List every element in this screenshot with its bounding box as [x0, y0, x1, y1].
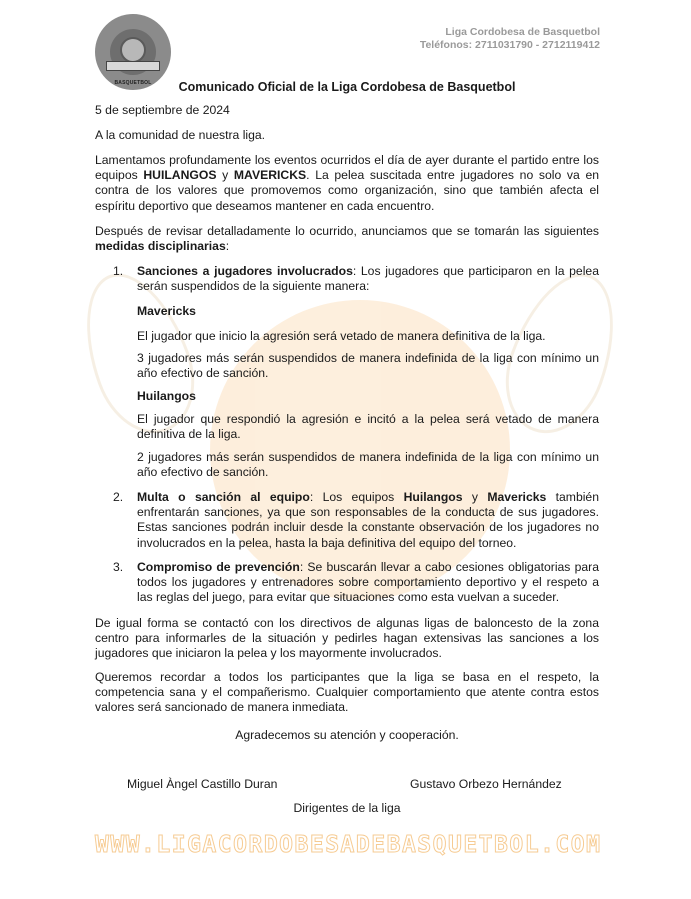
list-number: 1. [113, 264, 124, 278]
sanction-text: El jugador que inicio la agresión será vetado de manera definitiva de la liga. [137, 329, 546, 343]
logo-text: BASQUETBOL [114, 80, 152, 86]
sanction-text: 2 jugadores más serán suspendidos de manera indefinida de la liga con mínimo un año efectivo de sanción. [137, 450, 599, 480]
paragraph-4: Queremos recordar a todos los participantes que la liga se basa en el respeto, la competencia sana y el compañerismo. Cualquier comportamiento que atente contra estos valores será sancionado de manera inmediata. [95, 670, 599, 715]
bold-phrase: medidas disciplinarias [95, 239, 226, 254]
list-number: 3. [113, 560, 124, 574]
basketball-icon [110, 29, 156, 75]
paragraph-2: Después de revisar detalladamente lo ocurrido, anunciamos que se tomarán las siguientes medidas disciplinarias: [95, 224, 599, 254]
sanction-text: 3 jugadores más serán suspendidos de manera indefinida de la liga con mínimo un año efectivo de sanción. [137, 351, 599, 381]
team-heading: Huilangos [137, 389, 196, 403]
team-name: HUILANGOS [143, 168, 217, 183]
paragraph-3: De igual forma se contactó con los directivos de algunas ligas de baloncesto de la zona centro para informarles de la situación y pedirles hagan extensivas las sanciones a los jugadores que iniciaron la pelea y los mayormente involucrados. [95, 616, 599, 661]
signer-name: Gustavo Orbezo Hernández [410, 777, 562, 791]
list-item-text: Sanciones a jugadores involucrados: Los jugadores que participaron en la pelea serán suspendidos de la siguiente manera: [137, 264, 599, 294]
date: 5 de septiembre de 2024 [95, 103, 230, 117]
list-number: 2. [113, 490, 124, 504]
letterhead [420, 26, 600, 52]
document-title: Comunicado Oficial de la Liga Cordobesa de Basquetbol [178, 80, 516, 94]
thanks: Agradecemos su atención y cooperación. [235, 728, 459, 742]
list-item-text: Multa o sanción al equipo: Los equipos Huilangos y Mavericks también enfrentarán sanciones, ya que son responsables de la conducta de sus jugadores. Estas sanciones podrán incluir desde la constante observación de los jugadores no involucrados en la pelea, hasta la baja definitiva del equipo del torneo. [137, 490, 599, 550]
website-url: WWW.LIGACORDOBESADEBASQUETBOL.COM [95, 832, 602, 858]
league-logo [95, 14, 171, 90]
team-name: MAVERICKS [233, 168, 307, 183]
team-heading: Mavericks [137, 304, 196, 318]
phone-numbers: Teléfonos: 2711031790 - 2712119412 [419, 39, 600, 51]
org-name: Liga Cordobesa de Basquetbol [445, 26, 600, 38]
sanction-text: El jugador que respondió la agresión e incitó a la pelea será vetado de manera definitiva de la liga. [137, 412, 599, 442]
list-item-text: Compromiso de prevención: Se buscarán llevar a cabo cesiones obligatorias para todos los jugadores y entrenadores sobre comportamiento deportivo y el respeto a las reglas del juego, para evitar que situaciones como esta vuelvan a suceder. [137, 560, 599, 605]
signer-name: Miguel Àngel Castillo Duran [127, 777, 278, 791]
paragraph-1: Lamentamos profundamente los eventos ocurridos el día de ayer durante el partido entre los equipos HUILANGOS y MAVERICKS. La pelea suscitada entre jugadores no solo va en contra de los valores que promovemos como organización, sino que también afecta el espíritu deportivo que deseamos mantener en cada encuentro. [95, 153, 599, 213]
greeting: A la comunidad de nuestra liga. [95, 128, 266, 142]
signers-role: Dirigentes de la liga [293, 801, 401, 815]
